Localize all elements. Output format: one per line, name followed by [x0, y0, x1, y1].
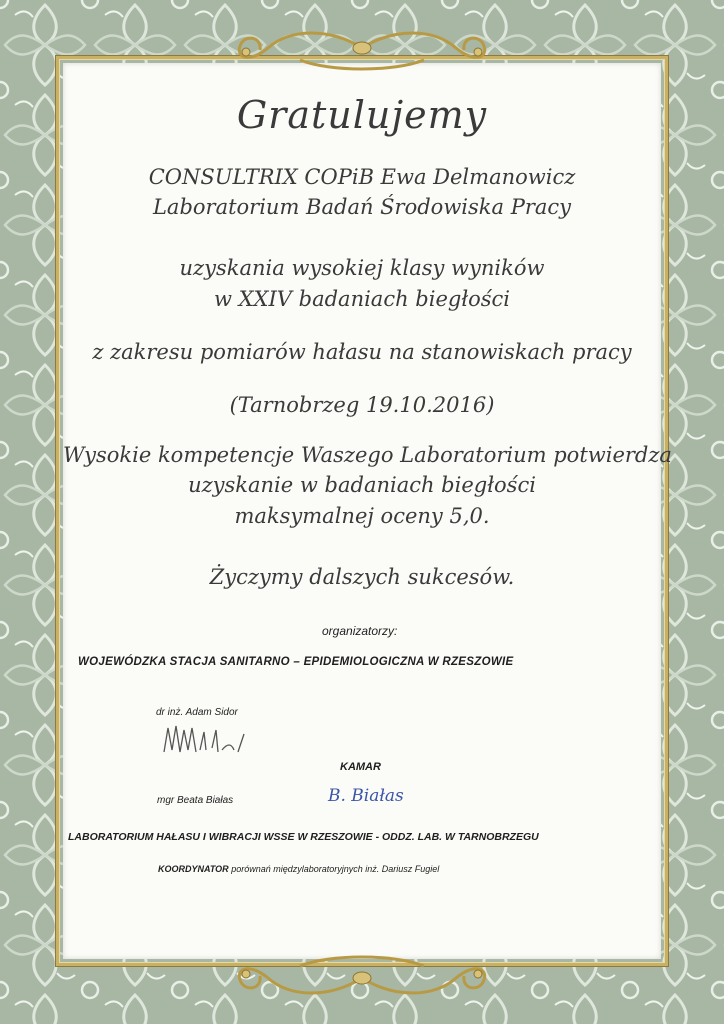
organizers-label: organizatorzy:	[322, 624, 398, 638]
signature-2: B. Białas	[328, 786, 404, 806]
coordinator-line	[158, 864, 439, 874]
bottom-gold-ornament	[0, 940, 724, 1010]
competence-line-1: Wysokie kompetencje Waszego Laboratorium potwierdza	[63, 443, 672, 467]
wishes-line: Życzymy dalszych sukcesów.	[209, 565, 515, 589]
lab-line: LABORATORIUM HAŁASU I WIBRACJI WSSE W RZESZOWIE - ODDZ. LAB. W TARNOBRZEGU	[68, 831, 539, 843]
signer-2-name: mgr Beata Białas	[157, 795, 234, 806]
place-date: (Tarnobrzeg 19.10.2016)	[229, 393, 495, 417]
top-gold-ornament	[0, 18, 724, 88]
reason-line-1: uzyskania wysokiej klasy wyników	[179, 256, 545, 280]
certificate-title: Gratulujemy	[236, 93, 488, 137]
coordinator-text: porównań międzylaboratoryjnych inż. Dariusz Fugiel	[231, 864, 440, 874]
signature-1-scribble	[160, 722, 250, 756]
organizer-main: WOJEWÓDZKA STACJA SANITARNO – EPIDEMIOLOGICZNA W RZESZOWIE	[78, 656, 514, 668]
reason-line-2: w XXIV badaniach biegłości	[213, 287, 511, 311]
competence-line-2: uzyskanie w badaniach biegłości	[188, 473, 536, 497]
signer-1-name: dr inż. Adam Sidor	[156, 707, 238, 718]
recipient-name: CONSULTRIX COPiB Ewa Delmanowicz	[148, 165, 576, 189]
competence-line-3: maksymalnej oceny 5,0.	[234, 504, 490, 528]
scope-line: z zakresu pomiarów hałasu na stanowiskach pracy	[92, 340, 632, 364]
coordinator-label: KOORDYNATOR	[158, 864, 229, 874]
recipient-lab: Laboratorium Badań Środowiska Pracy	[152, 195, 572, 219]
stamp-text: KAMAR	[340, 761, 381, 773]
